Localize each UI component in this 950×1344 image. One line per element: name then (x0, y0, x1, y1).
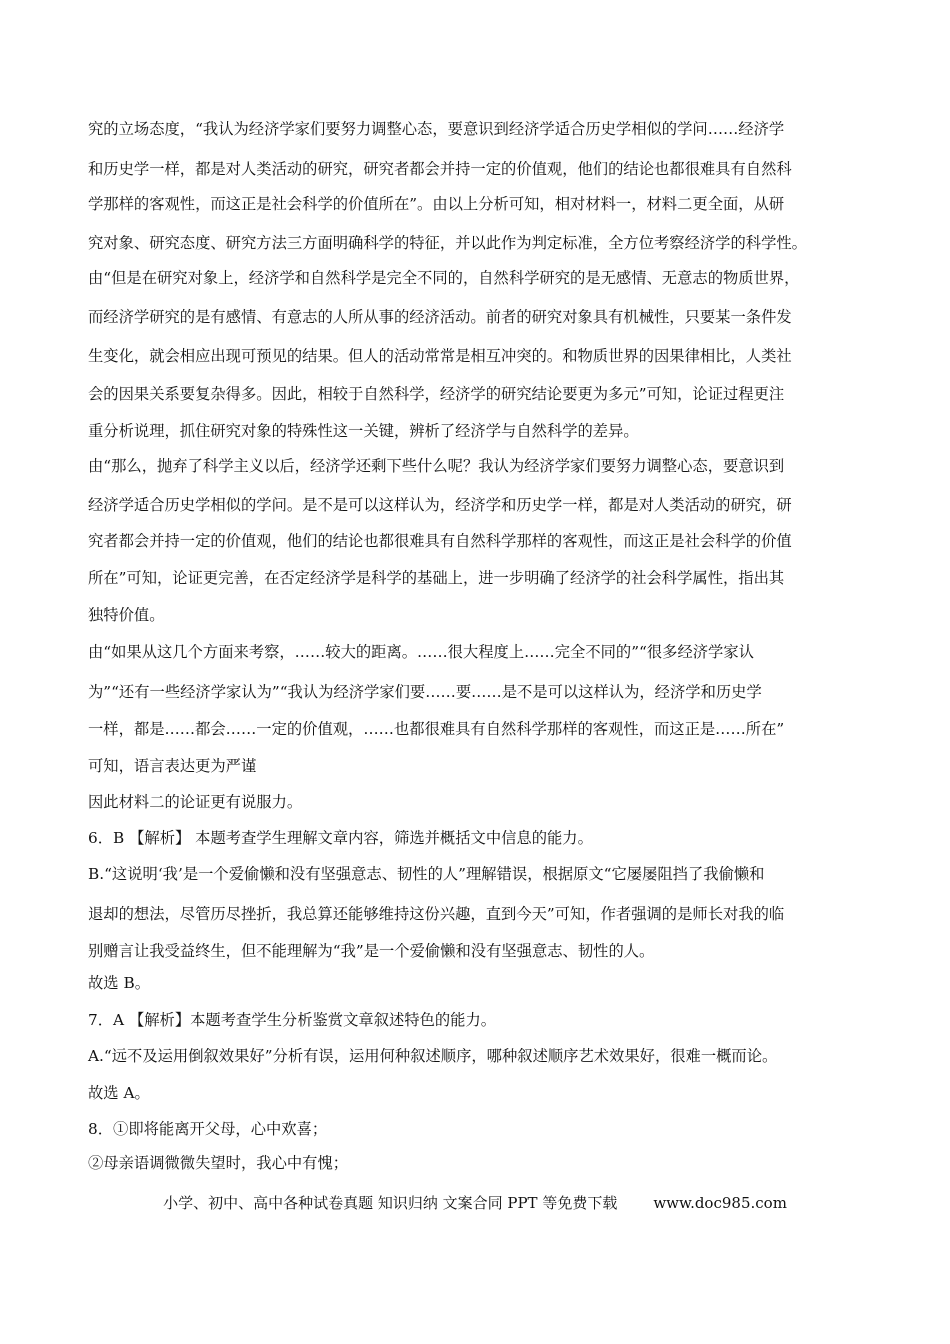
body-text-line: ②母亲语调微微失望时，我心中有愧； (88, 1154, 349, 1172)
body-text-line: 生变化，就会相应出现可预见的结果。但人的活动常常是相互冲突的。和物质世界的因果律相比，人类社 (88, 347, 792, 365)
body-text-line: 经济学适合历史学相似的学问。是不是可以这样认为，经济学和历史学一样，都是对人类活动的研究，研 (88, 496, 792, 514)
body-text-line: 究的立场态度，“我认为经济学家们要努力调整心态，要意识到经济学适合历史学相似的学问……经济学 (88, 120, 785, 138)
body-text-line: 故选 A。 (88, 1084, 150, 1102)
body-text-line: A.“远不及运用倒叙效果好”分析有误，运用何种叙述顺序，哪种叙述顺序艺术效果好，很难一概而论。 (88, 1047, 778, 1065)
body-text-line: 为”“还有一些经济学家认为”“我认为经济学家们要……要……是不是可以这样认为，经济学和历史学 (88, 683, 762, 701)
body-text-line: 由“但是在研究对象上，经济学和自然科学是完全不同的，自然科学研究的是无感情、无意志的物质世界， (88, 269, 800, 287)
body-text-line: 7．A 【解析】本题考查学生分析鉴赏文章叙述特色的能力。 (88, 1011, 497, 1029)
body-text-line: 和历史学一样，都是对人类活动的研究，研究者都会并持一定的价值观，他们的结论也都很难具有自然科 (88, 160, 792, 178)
body-text-line: 学那样的客观性，而这正是社会科学的价值所在”。由以上分析可知，相对材料一，材料二更全面，从研 (88, 195, 785, 213)
body-text-line: 8．①即将能离开父母，心中欢喜； (88, 1120, 328, 1138)
footer-site-link[interactable]: www.doc985.com (653, 1194, 787, 1212)
body-text-line: 重分析说理，抓住研究对象的特殊性这一关键，辨析了经济学与自然科学的差异。 (88, 422, 639, 440)
footer-text: 小学、初中、高中各种试卷真题 知识归纳 文案合同 PPT 等免费下载 (163, 1194, 618, 1212)
body-text-line: 退却的想法，尽管历尽挫折，我总算还能够维持这份兴趣，直到今天”可知，作者强调的是师长对我的临 (88, 905, 785, 923)
body-text-line: 而经济学研究的是有感情、有意志的人所从事的经济活动。前者的研究对象具有机械性，只要某一条件发 (88, 308, 792, 326)
body-text-line: 可知，语言表达更为严谨 (88, 757, 257, 775)
body-text-line: 故选 B。 (88, 974, 150, 992)
body-text-line: 究者都会并持一定的价值观，他们的结论也都很难具有自然科学那样的客观性，而这正是社会科学的价值 (88, 532, 792, 550)
body-text-line: 独特价值。 (88, 606, 165, 624)
body-text-line: 会的因果关系要复杂得多。因此，相较于自然科学，经济学的研究结论要更为多元”可知，论证过程更注 (88, 385, 785, 403)
page-footer (0, 1192, 950, 1214)
body-text-line: 由“那么，抛弃了科学主义以后，经济学还剩下些什么呢？我认为经济学家们要努力调整心态，要意识到 (88, 457, 785, 475)
body-text-line: 一样，都是……都会……一定的价值观，……也都很难具有自然科学那样的客观性，而这正是……所在” (88, 720, 785, 738)
body-text-line: 所在”可知，论证更完善，在否定经济学是科学的基础上，进一步明确了经济学的社会科学属性，指出其 (88, 569, 785, 587)
body-text-line: B.“这说明‘我’是一个爱偷懒和没有坚强意志、韧性的人”理解错误，根据原文“它屡屡阻挡了我偷懒和 (88, 865, 765, 883)
body-text-line: 别赠言让我受益终生，但不能理解为“我”是一个爱偷懒和没有坚强意志、韧性的人。 (88, 942, 655, 960)
body-text-line: 由“如果从这几个方面来考察，……较大的距离。……很大程度上……完全不同的”“很多经济学家认 (88, 643, 754, 661)
body-text-line: 究对象、研究态度、研究方法三方面明确科学的特征，并以此作为判定标准，全方位考察经济学的科学性。 (88, 234, 807, 252)
body-text-line: 因此材料二的论证更有说服力。 (88, 793, 303, 811)
body-text-line: 6．B 【解析】 本题考查学生理解文章内容，筛选并概括文中信息的能力。 (88, 829, 593, 847)
